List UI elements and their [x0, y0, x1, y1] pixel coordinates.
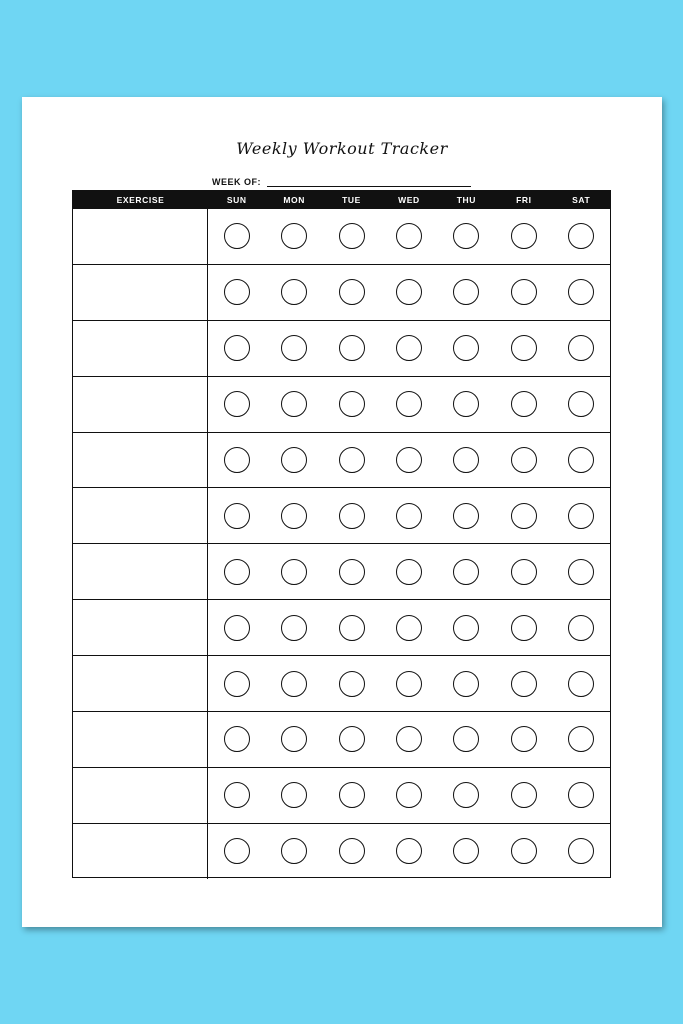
exercise-name-cell[interactable]: [73, 433, 208, 488]
exercise-name-cell[interactable]: [73, 209, 208, 264]
table-row: [73, 320, 610, 376]
day-cell-wed: [380, 768, 437, 823]
day-cell-mon: [265, 544, 322, 599]
checkbox-circle[interactable]: [339, 223, 365, 249]
day-cell-sun: [208, 209, 265, 264]
day-cell-fri: [495, 768, 552, 823]
day-cell-thu: [438, 433, 495, 488]
checkbox-circle[interactable]: [396, 559, 422, 585]
day-cell-fri: [495, 433, 552, 488]
day-cell-thu: [438, 488, 495, 543]
checkbox-circle[interactable]: [453, 503, 479, 529]
day-cell-mon: [265, 377, 322, 432]
checkbox-circle[interactable]: [224, 726, 250, 752]
day-cell-wed: [380, 321, 437, 376]
day-column-header-thu: THU: [456, 194, 477, 205]
checkbox-circle[interactable]: [339, 726, 365, 752]
checkbox-circle[interactable]: [281, 671, 307, 697]
checkbox-circle[interactable]: [568, 391, 594, 417]
week-of-field: [212, 171, 471, 187]
checkbox-circle[interactable]: [453, 615, 479, 641]
exercise-name-cell[interactable]: [73, 824, 208, 879]
day-cell-fri: [495, 265, 552, 320]
checkbox-circle[interactable]: [453, 782, 479, 808]
day-cell-tue: [323, 377, 380, 432]
checkbox-circle[interactable]: [396, 447, 422, 473]
day-cell-sat: [553, 377, 610, 432]
checkbox-circle[interactable]: [339, 559, 365, 585]
checkbox-circle[interactable]: [511, 335, 537, 361]
day-cell-sun: [208, 768, 265, 823]
table-row: [73, 655, 610, 711]
checkbox-circle[interactable]: [568, 838, 594, 864]
week-of-label: WEEK OF:: [212, 177, 261, 187]
day-cell-fri: [495, 656, 552, 711]
day-cell-tue: [323, 824, 380, 879]
day-cell-sat: [553, 600, 610, 655]
checkbox-circle[interactable]: [281, 391, 307, 417]
exercise-column-header: EXERCISE: [116, 194, 165, 205]
checkbox-circle[interactable]: [281, 559, 307, 585]
checkbox-circle[interactable]: [568, 447, 594, 473]
table-row: [73, 432, 610, 488]
checkbox-circle[interactable]: [511, 391, 537, 417]
day-column-header-mon: MON: [283, 194, 305, 205]
checkbox-circle[interactable]: [281, 279, 307, 305]
checkbox-circle[interactable]: [396, 615, 422, 641]
day-cell-thu: [438, 768, 495, 823]
checkbox-circle[interactable]: [339, 615, 365, 641]
day-cell-fri: [495, 712, 552, 767]
day-cell-mon: [265, 656, 322, 711]
day-cell-sat: [553, 824, 610, 879]
day-cell-thu: [438, 544, 495, 599]
day-cell-sun: [208, 265, 265, 320]
exercise-name-cell[interactable]: [73, 488, 208, 543]
exercise-name-cell[interactable]: [73, 600, 208, 655]
checkbox-circle[interactable]: [511, 503, 537, 529]
day-cell-thu: [438, 824, 495, 879]
table-row: [73, 487, 610, 543]
day-cell-thu: [438, 321, 495, 376]
day-cell-thu: [438, 656, 495, 711]
day-cell-wed: [380, 712, 437, 767]
day-cell-tue: [323, 768, 380, 823]
checkbox-circle[interactable]: [281, 726, 307, 752]
table-row: [73, 543, 610, 599]
checkbox-circle[interactable]: [396, 503, 422, 529]
checkbox-circle[interactable]: [568, 782, 594, 808]
table-row: [73, 823, 610, 879]
day-cell-thu: [438, 600, 495, 655]
checkbox-circle[interactable]: [453, 838, 479, 864]
checkbox-circle[interactable]: [396, 391, 422, 417]
day-cell-wed: [380, 488, 437, 543]
day-cell-sat: [553, 433, 610, 488]
worksheet-page: [22, 97, 662, 927]
checkbox-circle[interactable]: [568, 726, 594, 752]
day-cell-tue: [323, 544, 380, 599]
day-cell-tue: [323, 265, 380, 320]
day-cell-thu: [438, 265, 495, 320]
checkbox-circle[interactable]: [396, 782, 422, 808]
checkbox-circle[interactable]: [511, 671, 537, 697]
day-cell-mon: [265, 265, 322, 320]
checkbox-circle[interactable]: [281, 615, 307, 641]
checkbox-circle[interactable]: [453, 391, 479, 417]
day-cell-sun: [208, 377, 265, 432]
checkbox-circle[interactable]: [453, 671, 479, 697]
day-cell-sun: [208, 321, 265, 376]
exercise-name-cell[interactable]: [73, 656, 208, 711]
day-cell-wed: [380, 824, 437, 879]
checkbox-circle[interactable]: [339, 503, 365, 529]
checkbox-circle[interactable]: [224, 223, 250, 249]
table-row: [73, 711, 610, 767]
table-row: [73, 767, 610, 823]
checkbox-circle[interactable]: [568, 615, 594, 641]
day-column-header-sat: SAT: [572, 194, 591, 205]
checkbox-circle[interactable]: [511, 447, 537, 473]
day-cell-sat: [553, 488, 610, 543]
day-cell-tue: [323, 321, 380, 376]
checkbox-circle[interactable]: [511, 615, 537, 641]
day-cell-thu: [438, 712, 495, 767]
table-row: [73, 376, 610, 432]
day-cell-thu: [438, 377, 495, 432]
checkbox-circle[interactable]: [339, 391, 365, 417]
checkbox-circle[interactable]: [453, 279, 479, 305]
checkbox-circle[interactable]: [396, 223, 422, 249]
checkbox-circle[interactable]: [281, 503, 307, 529]
day-cell-fri: [495, 824, 552, 879]
checkbox-circle[interactable]: [568, 559, 594, 585]
checkbox-circle[interactable]: [568, 223, 594, 249]
exercise-name-cell[interactable]: [73, 265, 208, 320]
day-cell-tue: [323, 433, 380, 488]
checkbox-circle[interactable]: [396, 726, 422, 752]
day-cell-fri: [495, 600, 552, 655]
day-cell-sun: [208, 600, 265, 655]
checkbox-circle[interactable]: [224, 671, 250, 697]
day-cell-thu: [438, 209, 495, 264]
day-column-header-tue: TUE: [342, 194, 361, 205]
day-cell-mon: [265, 433, 322, 488]
checkbox-circle[interactable]: [224, 559, 250, 585]
checkbox-circle[interactable]: [224, 782, 250, 808]
day-cell-sun: [208, 712, 265, 767]
exercise-name-cell[interactable]: [73, 377, 208, 432]
day-cell-sat: [553, 544, 610, 599]
day-cell-mon: [265, 768, 322, 823]
table-header-row: [73, 191, 610, 208]
checkbox-circle[interactable]: [511, 726, 537, 752]
day-cell-fri: [495, 209, 552, 264]
checkbox-circle[interactable]: [224, 615, 250, 641]
checkbox-circle[interactable]: [339, 838, 365, 864]
checkbox-circle[interactable]: [453, 559, 479, 585]
checkbox-circle[interactable]: [224, 447, 250, 473]
table-row: [73, 264, 610, 320]
day-cell-sat: [553, 265, 610, 320]
checkbox-circle[interactable]: [568, 279, 594, 305]
day-cell-sat: [553, 209, 610, 264]
checkbox-circle[interactable]: [224, 335, 250, 361]
checkbox-circle[interactable]: [224, 838, 250, 864]
day-cell-sat: [553, 656, 610, 711]
checkbox-circle[interactable]: [511, 838, 537, 864]
day-cell-sun: [208, 544, 265, 599]
day-cell-tue: [323, 600, 380, 655]
day-cell-mon: [265, 488, 322, 543]
day-cell-mon: [265, 209, 322, 264]
checkbox-circle[interactable]: [453, 726, 479, 752]
day-cell-tue: [323, 209, 380, 264]
day-cell-wed: [380, 600, 437, 655]
day-cell-tue: [323, 656, 380, 711]
day-cell-wed: [380, 209, 437, 264]
table-row: [73, 208, 610, 264]
day-cell-sun: [208, 488, 265, 543]
exercise-name-cell[interactable]: [73, 544, 208, 599]
checkbox-circle[interactable]: [453, 447, 479, 473]
day-cell-tue: [323, 488, 380, 543]
day-cell-fri: [495, 544, 552, 599]
day-cell-wed: [380, 656, 437, 711]
checkbox-circle[interactable]: [453, 335, 479, 361]
checkbox-circle[interactable]: [511, 279, 537, 305]
checkbox-circle[interactable]: [224, 279, 250, 305]
day-cell-wed: [380, 377, 437, 432]
checkbox-circle[interactable]: [224, 503, 250, 529]
day-cell-fri: [495, 377, 552, 432]
checkbox-circle[interactable]: [511, 559, 537, 585]
checkbox-circle[interactable]: [396, 671, 422, 697]
day-cell-tue: [323, 712, 380, 767]
exercise-name-cell[interactable]: [73, 712, 208, 767]
day-column-header-fri: FRI: [516, 194, 532, 205]
checkbox-circle[interactable]: [396, 335, 422, 361]
checkbox-circle[interactable]: [339, 671, 365, 697]
day-cell-fri: [495, 488, 552, 543]
day-cell-sun: [208, 824, 265, 879]
day-cell-mon: [265, 321, 322, 376]
exercise-name-cell[interactable]: [73, 321, 208, 376]
checkbox-circle[interactable]: [396, 838, 422, 864]
day-cell-sun: [208, 656, 265, 711]
day-cell-sat: [553, 321, 610, 376]
day-cell-wed: [380, 544, 437, 599]
checkbox-circle[interactable]: [339, 782, 365, 808]
checkbox-circle[interactable]: [281, 838, 307, 864]
checkbox-circle[interactable]: [224, 391, 250, 417]
day-column-header-sun: SUN: [226, 194, 247, 205]
workout-table: [72, 190, 611, 878]
day-cell-mon: [265, 712, 322, 767]
day-cell-fri: [495, 321, 552, 376]
day-cell-wed: [380, 433, 437, 488]
page-title: Weekly Workout Tracker: [236, 139, 448, 158]
checkbox-circle[interactable]: [339, 279, 365, 305]
checkbox-circle[interactable]: [511, 223, 537, 249]
week-of-line[interactable]: [267, 174, 471, 187]
exercise-name-cell[interactable]: [73, 768, 208, 823]
checkbox-circle[interactable]: [453, 223, 479, 249]
checkbox-circle[interactable]: [281, 335, 307, 361]
checkbox-circle[interactable]: [339, 447, 365, 473]
day-column-header-wed: WED: [398, 194, 420, 205]
checkbox-circle[interactable]: [396, 279, 422, 305]
day-cell-sat: [553, 712, 610, 767]
day-cell-sat: [553, 768, 610, 823]
checkbox-circle[interactable]: [281, 223, 307, 249]
day-cell-mon: [265, 600, 322, 655]
table-row: [73, 599, 610, 655]
checkbox-circle[interactable]: [568, 335, 594, 361]
day-cell-wed: [380, 265, 437, 320]
checkbox-circle[interactable]: [511, 782, 537, 808]
checkbox-circle[interactable]: [339, 335, 365, 361]
checkbox-circle[interactable]: [281, 782, 307, 808]
day-cell-mon: [265, 824, 322, 879]
checkbox-circle[interactable]: [281, 447, 307, 473]
day-cell-sun: [208, 433, 265, 488]
checkbox-circle[interactable]: [568, 671, 594, 697]
checkbox-circle[interactable]: [568, 503, 594, 529]
